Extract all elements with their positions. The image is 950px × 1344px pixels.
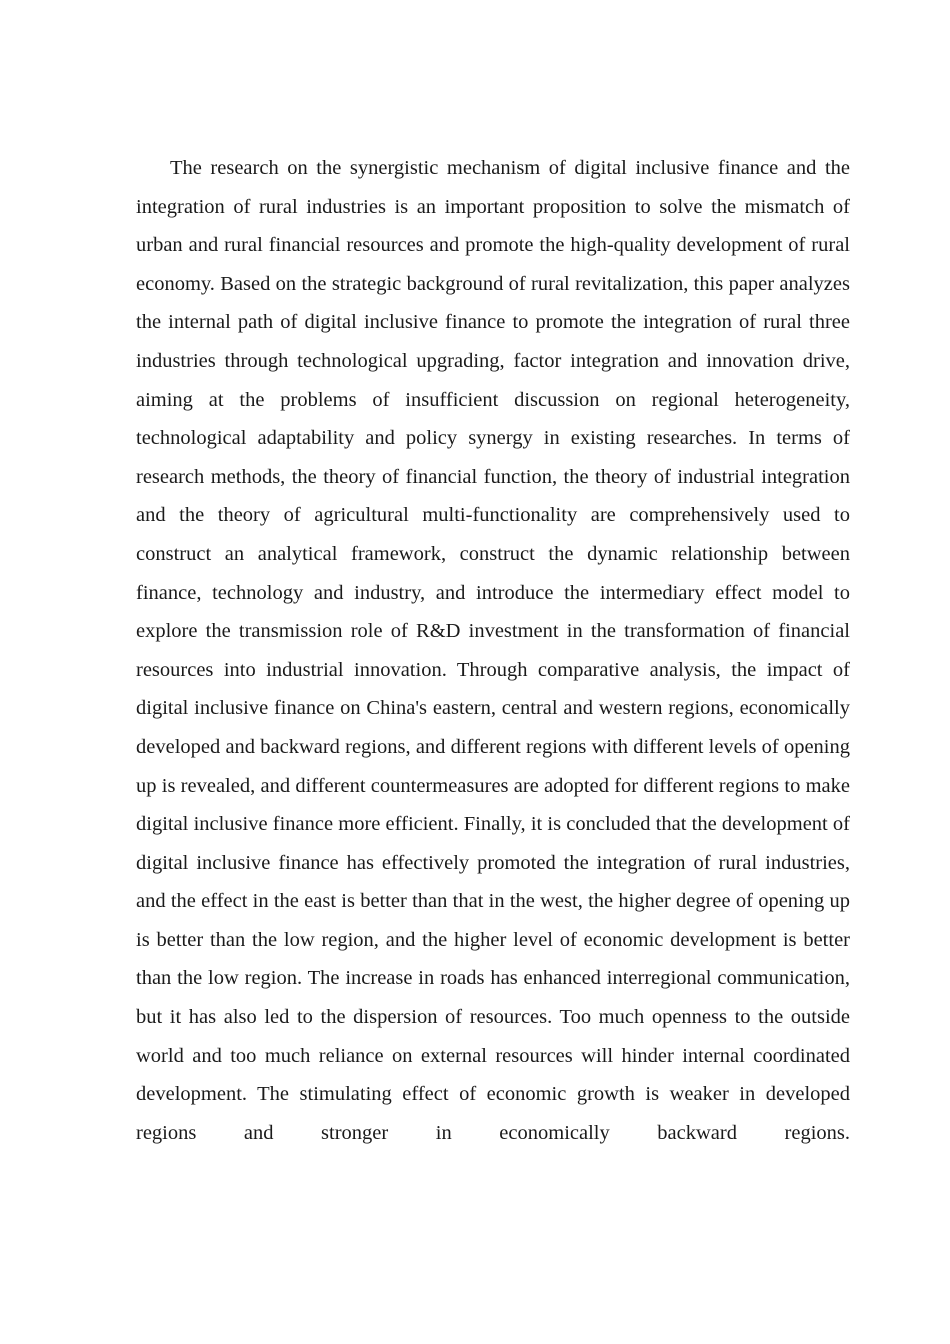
body-paragraph: The research on the synergistic mechanism of digital inclusive finance and the integration of rural industries is an important proposition to solve the mismatch of urban and rural financial resources and promote the high-quality development of rural economy. Based on the strategic background of rural revitalization, this paper analyzes the internal path of digital inclusive finance to promote the integration of rural three industries through technological upgrading, factor integration and innovation drive, aiming at the problems of insufficient discussion on regional heterogeneity, technological adaptability and policy synergy in existing researches. In terms of research methods, the theory of financial function, the theory of industrial integration and the theory of agricultural multi-functionality are comprehensively used to construct an analytical framework, construct the dynamic relationship between finance, technology and industry, and introduce the intermediary effect model to explore the transmission role of R&D investment in the transformation of financial resources into industrial innovation. Through comparative analysis, the impact of digital inclusive finance on China's eastern, central and western regions, economically developed and backward regions, and different regions with different levels of opening up is revealed, and different countermeasures are adopted for different regions to make digital inclusive finance more efficient. Finally, it is concluded that the development of digital inclusive finance has effectively promoted the integration of rural industries, and the effect in the east is better than that in the west, the higher degree of opening up is better than the low region, and the higher level of economic development is better than the low region. The increase in roads has enhanced interregional communication, but it has also led to the dispersion of resources. Too much openness to the outside world and too much reliance on external resources will hinder internal coordinated development. The stimulating effect of economic growth is weaker in developed regions and stronger in economically backward regions. [136,157,850,1144]
